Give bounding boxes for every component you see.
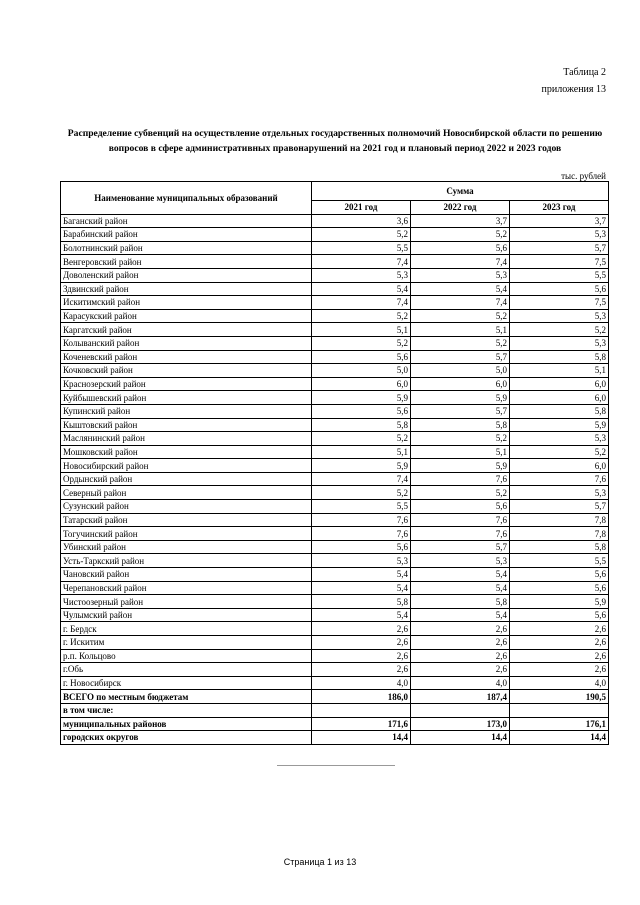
table-row <box>61 418 609 432</box>
row-value: 5,2 <box>312 309 411 323</box>
row-value: 187,4 <box>411 690 510 704</box>
document-title: Распределение субвенций на осуществление отдельных государственных полномочий Новосибирской области по решению вопросов в сфере административных правонарушений на 2021 год и плановый период 2022 и 2023 годов <box>67 128 603 154</box>
row-name: Черепановский район <box>61 581 312 595</box>
row-value: 5,6 <box>510 282 609 296</box>
row-value: 5,5 <box>510 554 609 568</box>
row-value: 7,4 <box>312 296 411 310</box>
row-name: Чановский район <box>61 568 312 582</box>
table-row <box>61 268 609 282</box>
row-name: г.Обь <box>61 663 312 677</box>
row-value: 5,8 <box>312 418 411 432</box>
table-row <box>61 540 609 554</box>
row-value: 4,0 <box>510 676 609 690</box>
row-value: 5,3 <box>510 336 609 350</box>
row-name: Барабинский район <box>61 228 312 242</box>
row-value: 5,6 <box>510 568 609 582</box>
row-value: 5,1 <box>411 323 510 337</box>
table-row <box>61 703 609 717</box>
row-value: 14,4 <box>411 731 510 745</box>
row-value: 5,7 <box>411 350 510 364</box>
row-value: 7,8 <box>510 513 609 527</box>
row-value: 5,2 <box>411 486 510 500</box>
table-row <box>61 513 609 527</box>
column-header-year: 2023 год <box>510 201 609 215</box>
including-label: в том числе: <box>61 703 312 717</box>
row-value: 14,4 <box>312 731 411 745</box>
row-value: 5,3 <box>510 309 609 323</box>
row-name: Здвинский район <box>61 282 312 296</box>
row-value: 6,0 <box>510 459 609 473</box>
page-footer: Страница 1 из 13 <box>283 857 357 867</box>
row-name: Куйбышевский район <box>61 391 312 405</box>
row-value: 7,4 <box>411 255 510 269</box>
row-value: 6,0 <box>510 377 609 391</box>
column-header-name: Наименование муниципальных образований <box>61 182 312 215</box>
table-row <box>61 568 609 582</box>
row-value: 2,6 <box>411 649 510 663</box>
row-value: 5,4 <box>411 581 510 595</box>
row-value: 3,7 <box>510 214 609 228</box>
row-value: 190,5 <box>510 690 609 704</box>
row-name: Карасукский район <box>61 309 312 323</box>
row-value: 5,9 <box>312 459 411 473</box>
row-value: 2,6 <box>312 622 411 636</box>
row-value: 5,7 <box>510 500 609 514</box>
row-value: 5,7 <box>411 540 510 554</box>
footnote-separator <box>277 765 395 766</box>
row-value: 5,0 <box>411 364 510 378</box>
row-name: г. Искитим <box>61 636 312 650</box>
row-name: Колыванский район <box>61 336 312 350</box>
column-header-sum: Сумма <box>312 182 609 201</box>
row-value: 5,4 <box>312 282 411 296</box>
row-value: 5,9 <box>312 391 411 405</box>
table-row <box>61 323 609 337</box>
row-value: 5,2 <box>312 336 411 350</box>
row-value: 5,3 <box>411 554 510 568</box>
row-value: 5,4 <box>411 608 510 622</box>
row-name: Чулымский район <box>61 608 312 622</box>
row-value: 5,1 <box>312 445 411 459</box>
table-row <box>61 554 609 568</box>
table-row <box>61 391 609 405</box>
row-value: 5,8 <box>411 595 510 609</box>
row-value: 2,6 <box>411 622 510 636</box>
row-name: Чистоозерный район <box>61 595 312 609</box>
row-value: 14,4 <box>510 731 609 745</box>
table-row <box>61 486 609 500</box>
row-value: 2,6 <box>510 663 609 677</box>
row-name: Доволенский район <box>61 268 312 282</box>
row-value: 5,7 <box>510 241 609 255</box>
table-row <box>61 472 609 486</box>
row-value: 5,2 <box>312 486 411 500</box>
row-name: муниципальных районов <box>61 717 312 731</box>
row-name: Ордынский район <box>61 472 312 486</box>
row-value: 4,0 <box>411 676 510 690</box>
row-value: 5,8 <box>510 404 609 418</box>
row-value: 5,1 <box>312 323 411 337</box>
row-value: 7,4 <box>411 296 510 310</box>
empty-cell <box>411 703 510 717</box>
table-row <box>61 663 609 677</box>
column-header-year: 2022 год <box>411 201 510 215</box>
row-name: Коченевский район <box>61 350 312 364</box>
row-name: Сузунский район <box>61 500 312 514</box>
row-value: 5,8 <box>510 540 609 554</box>
row-value: 7,8 <box>510 527 609 541</box>
table-row <box>61 255 609 269</box>
row-value: 5,8 <box>411 418 510 432</box>
row-name: г. Бердск <box>61 622 312 636</box>
row-value: 5,2 <box>411 309 510 323</box>
row-name: Искитимский район <box>61 296 312 310</box>
table-row <box>61 336 609 350</box>
table-row <box>61 649 609 663</box>
row-value: 7,6 <box>411 513 510 527</box>
row-value: 5,6 <box>312 540 411 554</box>
row-value: 7,6 <box>411 472 510 486</box>
row-value: 5,6 <box>510 608 609 622</box>
table-row <box>61 717 609 731</box>
row-value: 5,7 <box>411 404 510 418</box>
row-name: Усть-Таркский район <box>61 554 312 568</box>
row-name: городских округов <box>61 731 312 745</box>
row-value: 5,2 <box>510 323 609 337</box>
table-row <box>61 432 609 446</box>
row-value: 176,1 <box>510 717 609 731</box>
row-value: 5,4 <box>312 608 411 622</box>
table-row <box>61 676 609 690</box>
row-name: Венгеровский район <box>61 255 312 269</box>
row-value: 5,6 <box>411 241 510 255</box>
row-value: 3,6 <box>312 214 411 228</box>
row-value: 2,6 <box>510 622 609 636</box>
row-value: 5,1 <box>510 364 609 378</box>
row-value: 2,6 <box>411 636 510 650</box>
row-value: 7,6 <box>312 527 411 541</box>
table-row <box>61 595 609 609</box>
row-value: 5,2 <box>312 432 411 446</box>
row-name: Купинский район <box>61 404 312 418</box>
row-name: р.п. Кольцово <box>61 649 312 663</box>
row-value: 5,4 <box>411 282 510 296</box>
row-value: 4,0 <box>312 676 411 690</box>
table-row <box>61 445 609 459</box>
table-row <box>61 459 609 473</box>
table-row <box>61 214 609 228</box>
row-value: 2,6 <box>312 636 411 650</box>
table-row <box>61 296 609 310</box>
row-name: Болотнинский район <box>61 241 312 255</box>
table-row <box>61 404 609 418</box>
row-name: Каргатский район <box>61 323 312 337</box>
row-value: 5,3 <box>411 268 510 282</box>
table-row <box>61 377 609 391</box>
row-value: 5,2 <box>510 445 609 459</box>
row-value: 7,5 <box>510 296 609 310</box>
table-row <box>61 500 609 514</box>
row-value: 2,6 <box>411 663 510 677</box>
row-value: 7,5 <box>510 255 609 269</box>
row-value: 5,8 <box>312 595 411 609</box>
row-value: 7,6 <box>411 527 510 541</box>
table-row <box>61 731 609 745</box>
row-value: 6,0 <box>411 377 510 391</box>
row-value: 2,6 <box>510 649 609 663</box>
row-value: 5,9 <box>510 418 609 432</box>
row-value: 5,6 <box>312 350 411 364</box>
empty-cell <box>312 703 411 717</box>
row-name: ВСЕГО по местным бюджетам <box>61 690 312 704</box>
units-label: тыс. рублей <box>561 171 606 181</box>
row-name: Мошковский район <box>61 445 312 459</box>
row-value: 173,0 <box>411 717 510 731</box>
row-value: 5,2 <box>312 228 411 242</box>
row-name: Кыштовский район <box>61 418 312 432</box>
row-value: 5,4 <box>312 568 411 582</box>
row-value: 7,4 <box>312 472 411 486</box>
table-row <box>61 608 609 622</box>
appendix-table-number: Таблица 2 <box>563 67 606 78</box>
table-row <box>61 350 609 364</box>
row-value: 5,3 <box>510 486 609 500</box>
table-row <box>61 581 609 595</box>
row-value: 5,5 <box>312 241 411 255</box>
row-value: 5,0 <box>312 364 411 378</box>
row-value: 5,8 <box>510 350 609 364</box>
row-value: 5,1 <box>411 445 510 459</box>
row-name: г. Новосибирск <box>61 676 312 690</box>
row-value: 3,7 <box>411 214 510 228</box>
row-value: 5,9 <box>411 391 510 405</box>
appendix-reference: приложения 13 <box>541 84 606 95</box>
row-value: 5,3 <box>312 554 411 568</box>
table-row <box>61 622 609 636</box>
subsidy-table <box>60 181 609 745</box>
table-row <box>61 364 609 378</box>
row-value: 7,4 <box>312 255 411 269</box>
row-name: Северный район <box>61 486 312 500</box>
row-name: Кочковский район <box>61 364 312 378</box>
row-value: 2,6 <box>312 663 411 677</box>
row-name: Краснозерский район <box>61 377 312 391</box>
row-value: 5,3 <box>510 228 609 242</box>
table-body <box>61 214 609 744</box>
row-value: 6,0 <box>312 377 411 391</box>
table-row <box>61 527 609 541</box>
row-value: 5,6 <box>411 500 510 514</box>
row-value: 5,4 <box>411 568 510 582</box>
row-value: 5,6 <box>510 581 609 595</box>
row-value: 5,2 <box>411 228 510 242</box>
empty-cell <box>510 703 609 717</box>
table-row <box>61 282 609 296</box>
row-name: Баганский район <box>61 214 312 228</box>
row-value: 5,5 <box>312 500 411 514</box>
row-value: 2,6 <box>510 636 609 650</box>
table-row <box>61 309 609 323</box>
row-value: 5,3 <box>312 268 411 282</box>
row-value: 171,6 <box>312 717 411 731</box>
row-name: Тогучинский район <box>61 527 312 541</box>
row-value: 2,6 <box>312 649 411 663</box>
row-name: Новосибирский район <box>61 459 312 473</box>
row-value: 6,0 <box>510 391 609 405</box>
row-name: Маслянинский район <box>61 432 312 446</box>
row-name: Убинский район <box>61 540 312 554</box>
row-value: 5,6 <box>312 404 411 418</box>
table-row <box>61 690 609 704</box>
row-value: 5,2 <box>411 336 510 350</box>
table-row <box>61 636 609 650</box>
row-value: 5,9 <box>510 595 609 609</box>
table-row <box>61 228 609 242</box>
row-value: 5,3 <box>510 432 609 446</box>
row-value: 7,6 <box>510 472 609 486</box>
row-value: 5,4 <box>312 581 411 595</box>
row-value: 5,9 <box>411 459 510 473</box>
row-value: 7,6 <box>312 513 411 527</box>
row-name: Татарский район <box>61 513 312 527</box>
column-header-year: 2021 год <box>312 201 411 215</box>
row-value: 186,0 <box>312 690 411 704</box>
table-row <box>61 241 609 255</box>
row-value: 5,2 <box>411 432 510 446</box>
row-value: 5,5 <box>510 268 609 282</box>
